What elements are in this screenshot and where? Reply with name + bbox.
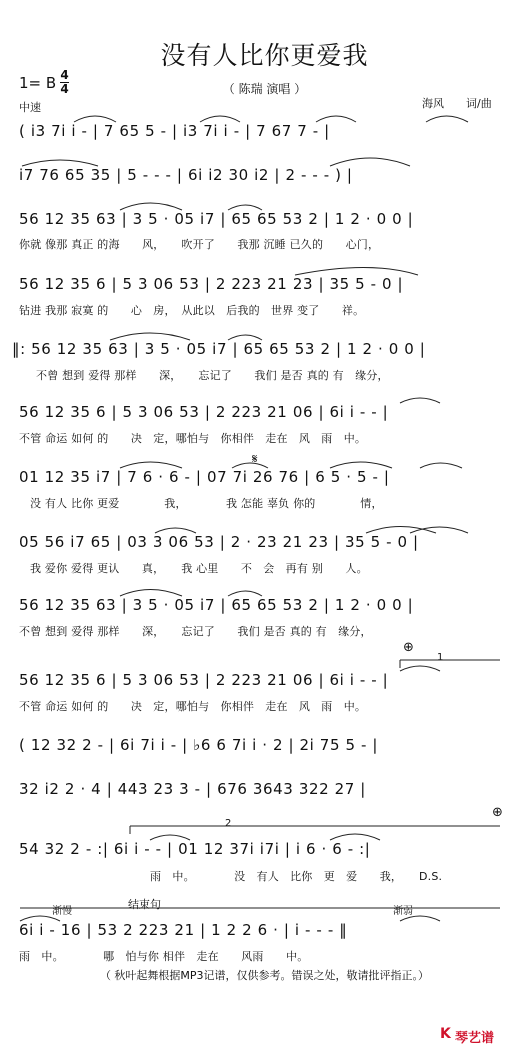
lyric-row-7: 没 有人 比你 更爱 我， 我 怎能 辜负 你的 情， [30, 497, 383, 510]
slur-mark [295, 268, 418, 276]
volta-1-label: 1 [437, 652, 444, 663]
slur-mark [426, 116, 468, 122]
site-logo[interactable]: 琴艺谱 [455, 1031, 495, 1046]
score-row-14: 6i i - 16 | 53 2 223 21 | 1 2 2 6 · | i - - - ‖ [19, 921, 348, 939]
slur-mark [330, 158, 410, 166]
lyric-row-4: 钻进 我那 寂寞 的 心 房， 从此以 后我的 世界 变了 祥。 [19, 304, 365, 317]
lyric-row-8: 我 爱你 爱得 更认 真， 我 心里 不 会 再有 别 人。 [30, 562, 368, 575]
slur-mark [120, 203, 182, 210]
score-row-12: 32 i2 2 · 4 | 443 23 3 - | 676 3643 322 27 | [19, 780, 366, 798]
lyric-row-9: 不曾 想到 爱得 那样 深， 忘记了 我们 是否 真的 有 缘分， [19, 625, 372, 638]
score-row-5: ‖: 56 12 35 63 | 3 5 · 05 i7 | 65 65 53 2 | 1 2 · 0 0 | [12, 340, 426, 358]
score-row-9: 56 12 35 63 | 3 5 · 05 i7 | 65 65 53 2 | 1 2 · 0 0 | [19, 596, 414, 614]
score-row-11: ( 12 32 2 - | 6i 7i i - | ♭6 6 7i i · 2 | 2i 75 5 - | [19, 736, 379, 754]
jianruo-mark: 渐弱 [393, 906, 413, 917]
slur-mark [400, 398, 440, 403]
score-row-6: 56 12 35 6 | 5 3 06 53 | 2 223 21 06 | 6i i - - | [19, 403, 389, 421]
time-sig-denominator: 4 [60, 82, 69, 96]
slur-mark [400, 666, 440, 671]
singer-label: （ 陈瑞 演唱 ） [222, 82, 307, 96]
coda-sign: ⊕ [403, 640, 414, 655]
score-row-8: 05 56 i7 65 | 03 3 06 53 | 2 · 23 21 23 | 35 5 - 0 | [19, 533, 419, 551]
footnote: （ 秋叶起舞根据MP3记谱，仅供参考。错误之处，敬请批评指正。） [99, 969, 430, 982]
logo-icon: K [440, 1026, 451, 1042]
lyric-row-14: 雨 中。 哪 怕与你 相伴 走在 风雨 中。 [19, 950, 309, 963]
score-row-1: ( i3 7i i - | 7 65 5 - | i3 7i i - | 7 67 7 - | [19, 122, 330, 140]
lyric-row-5: 不曾 想到 爱得 那样 深， 忘记了 我们 是否 真的 有 缘分， [36, 369, 389, 382]
score-row-4: 56 12 35 6 | 5 3 06 53 | 2 223 21 23 | 35 5 - 0 | [19, 275, 404, 293]
ending-label: 结束句 [128, 898, 161, 911]
segno-sign: 𝄋 [252, 452, 258, 467]
lyric-row-13: 雨 中。 没 有人 比你 更 爱 我， D.S. [150, 870, 443, 883]
score-row-2: i7 76 65 35 | 5 - - - | 6i i2 30 i2 | 2 - - - ) | [19, 166, 353, 184]
time-sig-numerator: 4 [60, 68, 69, 82]
time-signature [60, 70, 69, 95]
key-signature: 1= B [19, 74, 57, 92]
volta-2-label: 2 [225, 818, 232, 829]
score-row-13: 54 32 2 - :| 6i i - - | 01 12 37i i7i | i 6 · 6 - :| [19, 840, 371, 858]
tempo-marking: 中速 [19, 101, 41, 114]
slur-mark [420, 463, 462, 468]
lyric-row-3: 你就 像那 真正 的海 风， 吹开了 我那 沉睡 已久的 心门， [19, 238, 380, 251]
score-row-7: 01 12 35 i7 | 7 6 · 6 - | 07 7i 26 76 | 6 5 · 5 - | [19, 468, 390, 486]
score-row-10: 56 12 35 6 | 5 3 06 53 | 2 223 21 06 | 6i i - - | [19, 671, 389, 689]
slur-mark [110, 333, 190, 340]
song-title: 没有人比你更爱我 [160, 41, 369, 70]
lyric-row-10: 不管 命运 如何 的 决 定，哪怕与 你相伴 走在 风 雨 中。 [19, 700, 367, 713]
credit-line: 海风 词/曲 [422, 97, 492, 110]
jianman-mark: 渐慢 [52, 906, 72, 917]
lyric-row-6: 不管 命运 如何 的 决 定，哪怕与 你相伴 走在 风 雨 中。 [19, 432, 367, 445]
coda-sign-2: ⊕ [492, 805, 503, 820]
score-row-3: 56 12 35 63 | 3 5 · 05 i7 | 65 65 53 2 | 1 2 · 0 0 | [19, 210, 414, 228]
